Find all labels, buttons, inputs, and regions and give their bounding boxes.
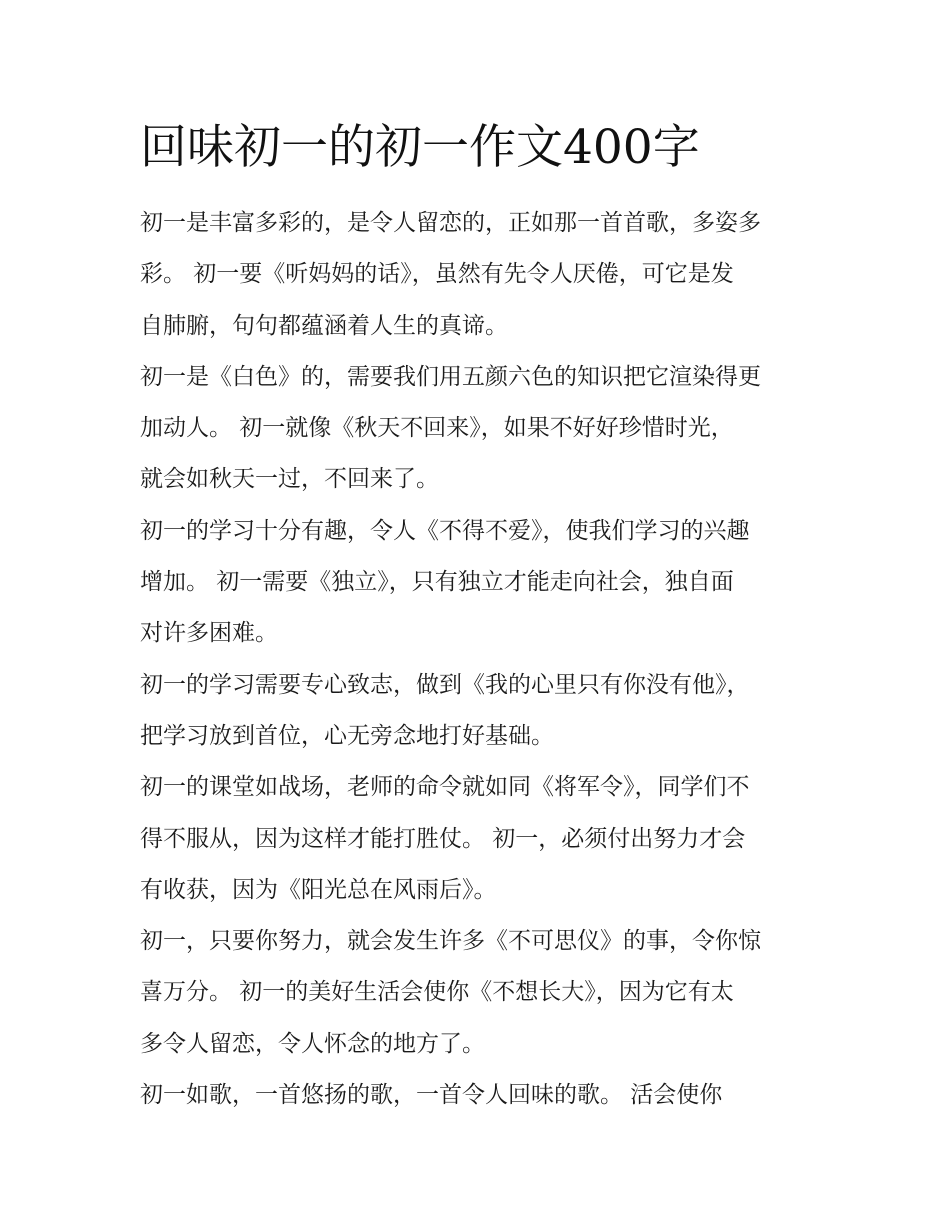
text-line: 彩。 初一要《听妈妈的话》，虽然有先令人厌倦，可它是发 [140,261,734,288]
text-line: 就会如秋天一过，不回来了。 [140,466,439,493]
text-line: 多令人留恋，令人怀念的地方了。 [140,1030,485,1057]
text-line: 初一如歌，一首悠扬的歌，一首令人回味的歌。 活会使你 [140,1082,723,1109]
text-line: 初一是《白色》的，需要我们用五颜六色的知识把它渲染得更 [140,363,761,390]
text-line: 初一的学习需要专心致志，做到《我的心里只有你没有他》， [140,671,750,698]
text-line: 有收获，因为《阳光总在风雨后》。 [140,876,497,903]
text-line: 对许多困难。 [140,620,278,647]
document-title: 回味初一的初一作文400字 [140,120,700,175]
text-line: 把学习放到首位，心无旁念地打好基础。 [140,722,554,749]
text-line: 增加。 初一需要《独立》，只有独立才能走向社会，独自面 [140,569,734,596]
text-line: 初一，只要你努力，就会发生许多《不可思仪》的事，令你惊 [140,928,761,955]
text-line: 加动人。 初一就像《秋天不回来》，如果不好好珍惜时光， [140,415,734,442]
text-line: 初一的学习十分有趣，令人《不得不爱》，使我们学习的兴趣 [140,517,750,544]
text-line: 初一是丰富多彩的，是令人留恋的，正如那一首首歌，多姿多 [140,210,761,236]
text-line: 得不服从，因为这样才能打胜仗。 初一，必须付出努力才会 [140,825,746,852]
text-line: 初一的课堂如战场，老师的命令就如同《将军令》，同学们不 [140,774,750,801]
text-line: 自肺腑，句句都蕴涵着人生的真谛。 [140,312,508,339]
text-line: 喜万分。 初一的美好生活会使你《不想长大》，因为它有太 [140,979,734,1006]
document-body [140,198,820,1121]
